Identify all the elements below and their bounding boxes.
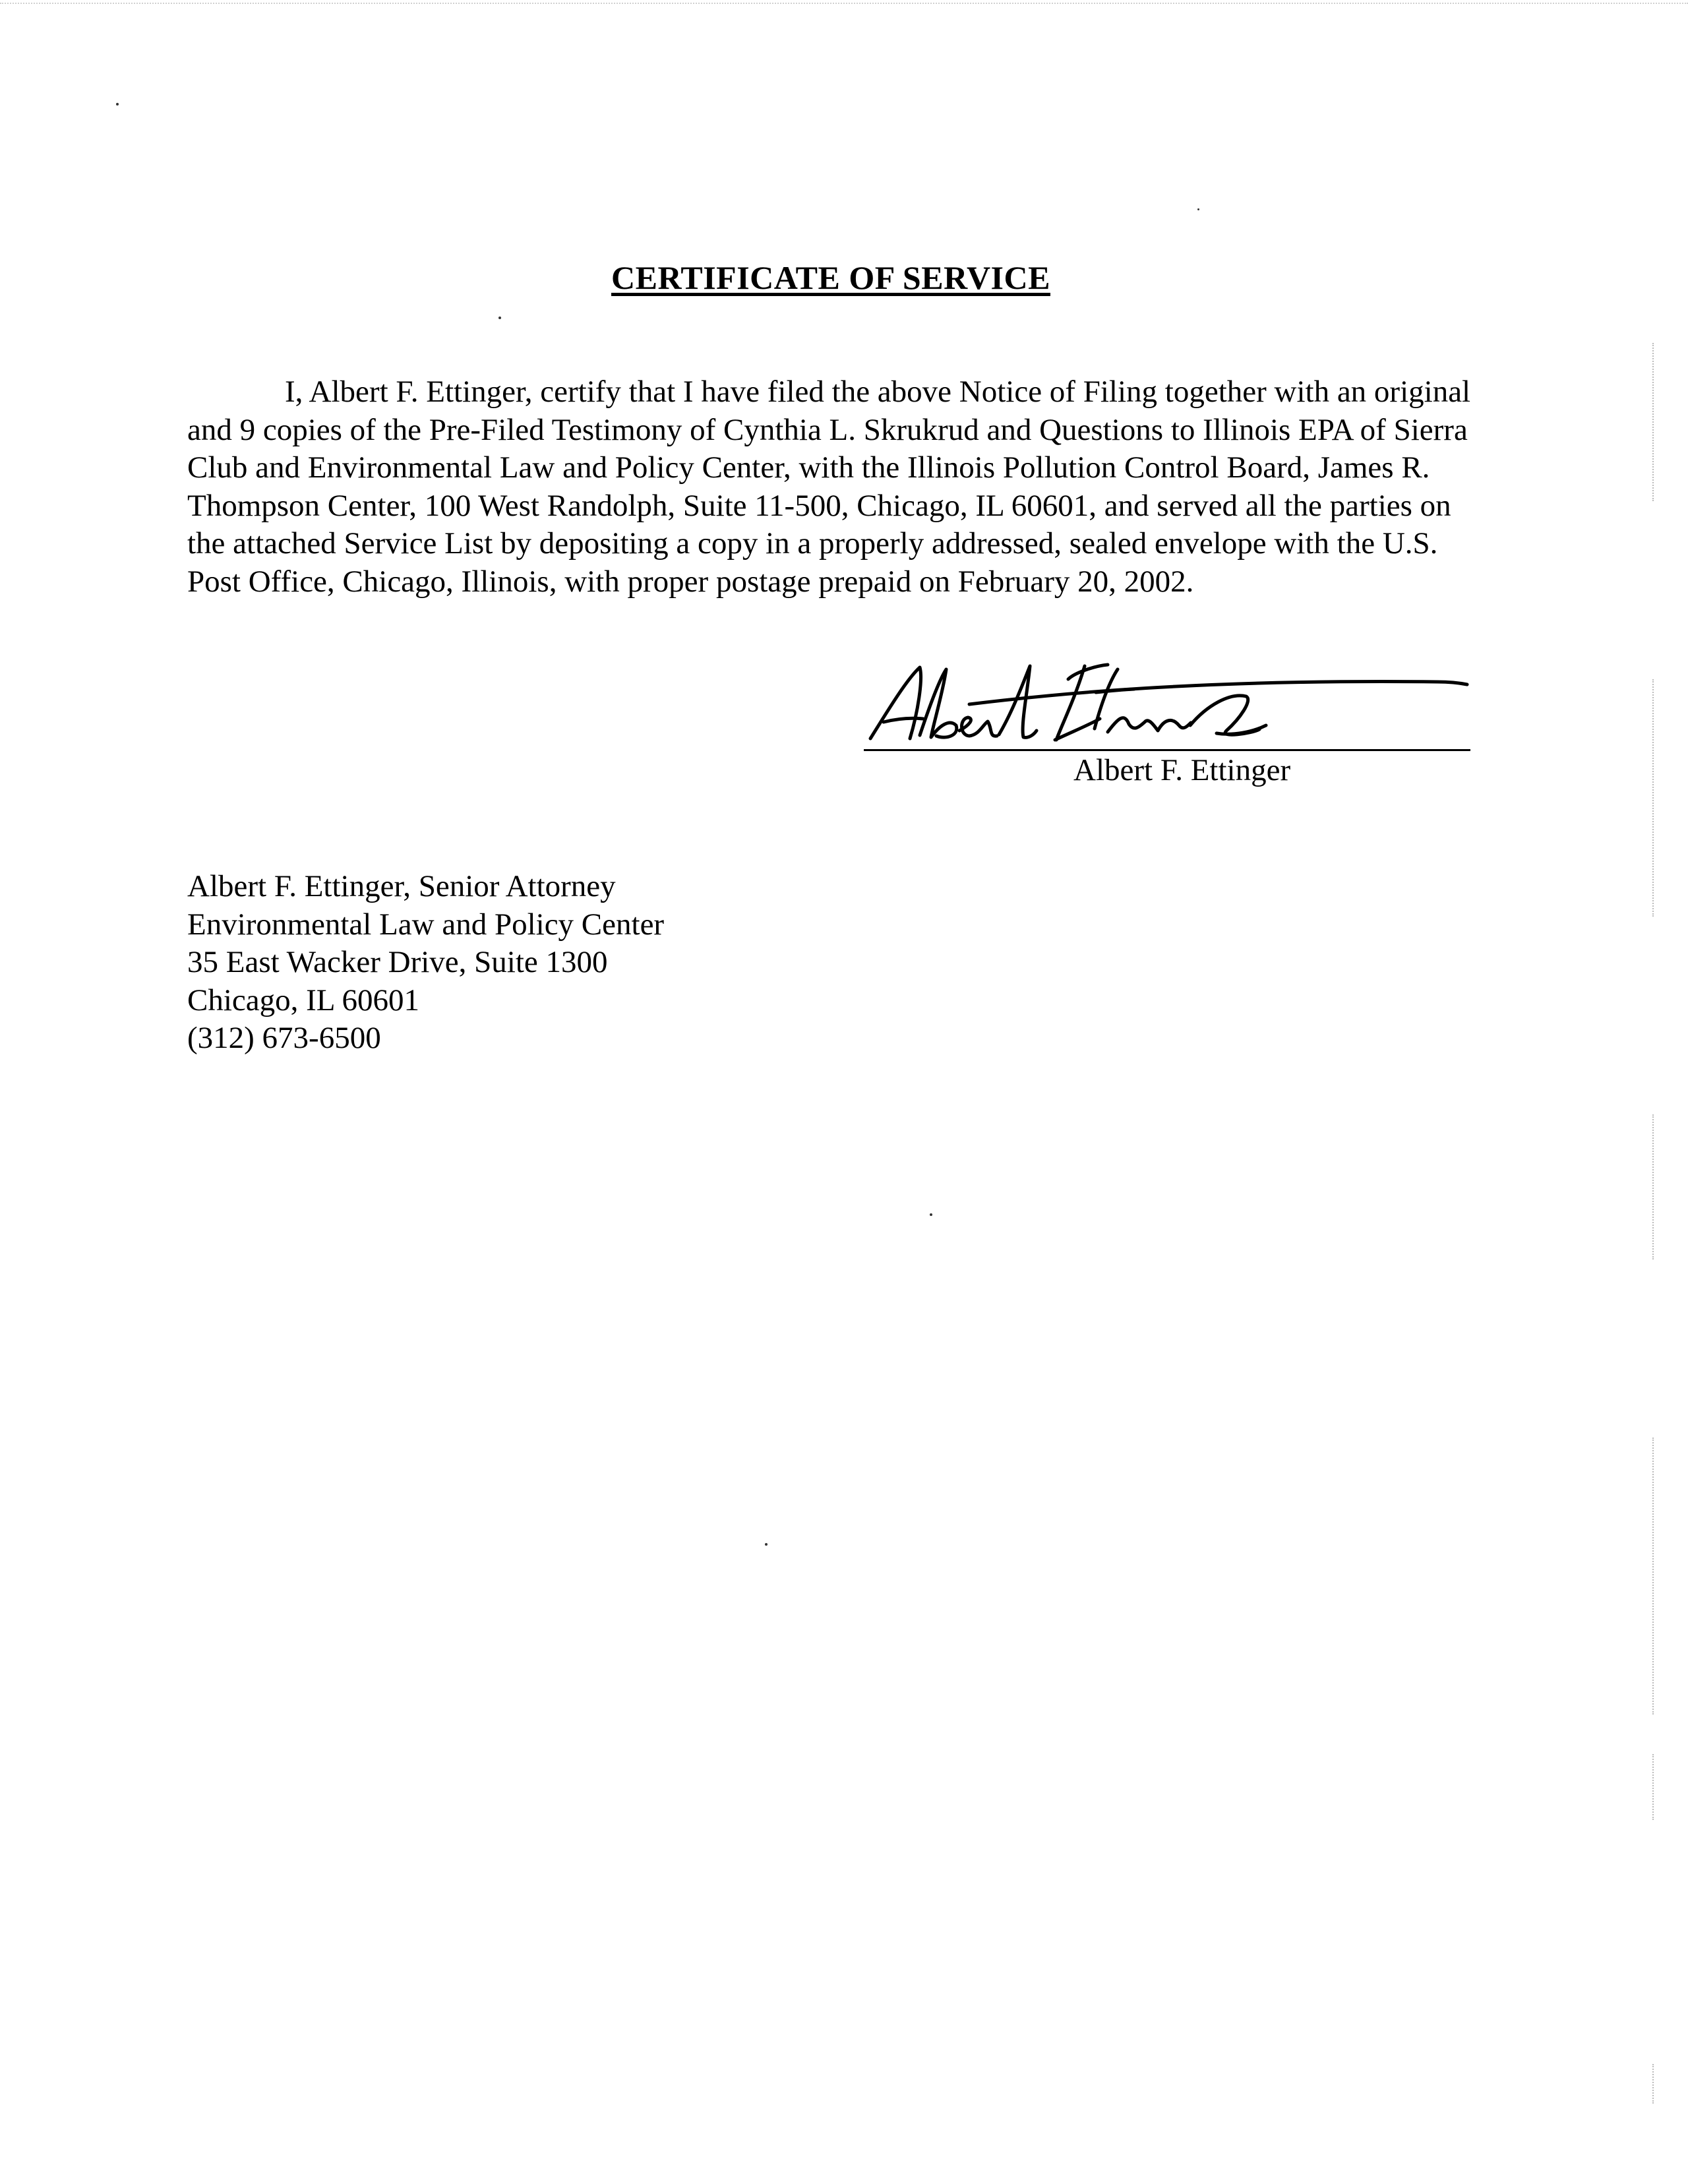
- scan-edge-marks: [1652, 2064, 1659, 2104]
- scan-speck: [498, 317, 501, 319]
- scan-edge-marks: [1652, 1438, 1659, 1714]
- signature-block: [857, 653, 1477, 798]
- scan-speck: [1197, 208, 1199, 210]
- scan-edge-marks: [1652, 1114, 1659, 1259]
- address-line-phone: (312) 673-6500: [187, 1021, 381, 1055]
- signer-name: Albert F. Ettinger: [1073, 753, 1291, 787]
- attorney-address-block: [187, 868, 664, 1058]
- scan-edge-marks: [1652, 343, 1659, 501]
- address-line-street: 35 East Wacker Drive, Suite 1300: [187, 945, 608, 979]
- handwritten-signature: [857, 653, 1477, 752]
- address-line-city: Chicago, IL 60601: [187, 983, 419, 1017]
- scan-speck: [765, 1543, 768, 1546]
- signature-line: [864, 749, 1470, 751]
- certification-paragraph: I, Albert F. Ettinger, certify that I have filed the above Notice of Filing together with an original and 9 copies of the Pre-Filed Testimony of Cynthia L. Skrukrud and Questions to Illinois EPA of Sierra Club and Environmental Law and Policy Center, with the Illinois Pollution Control Board, James R. Thompson Center, 100 West Randolph, Suite 11-500, Chicago, IL 60601, and served all the parties on the attached Service List by depositing a copy in a properly addressed, sealed envelope with the U.S. Post Office, Chicago, Illinois, with proper postage prepaid on February 20, 2002.: [187, 375, 1471, 599]
- scan-speck: [116, 103, 119, 106]
- address-line-name: Albert F. Ettinger, Senior Attorney: [187, 869, 616, 903]
- scan-top-edge: [0, 3, 1688, 4]
- scan-edge-marks: [1652, 1754, 1659, 1820]
- scan-edge-marks: [1652, 679, 1659, 917]
- page-title: CERTIFICATE OF SERVICE: [611, 259, 1050, 296]
- scan-speck: [930, 1213, 932, 1216]
- address-line-organization: Environmental Law and Policy Center: [187, 907, 665, 942]
